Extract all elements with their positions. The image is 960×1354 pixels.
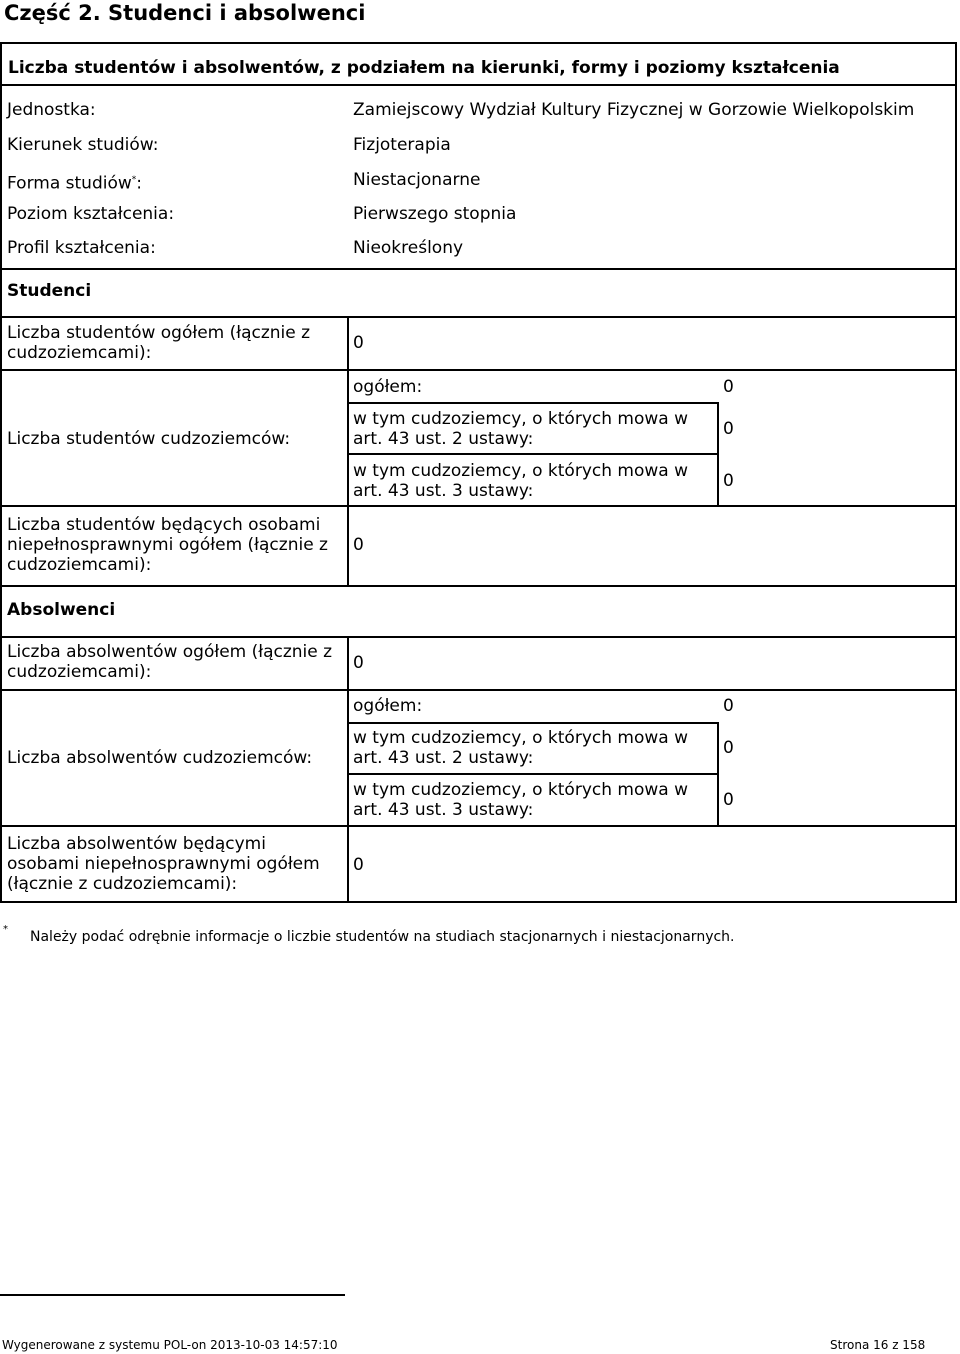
footnote-mark: * [3, 924, 8, 935]
divider [2, 585, 955, 587]
students-art2-label: w tym cudzoziemcy, o których mowa w art. 43 ust. 2 ustawy: [353, 409, 688, 449]
graduates-art3-label: w tym cudzoziemcy, o których mowa w art. 43 ust. 3 ustawy: [353, 780, 688, 820]
divider [717, 722, 719, 825]
graduates-disabled-label: Liczba absolwentów będącymi osobami niepełnosprawnymi ogółem (łącznie z cudzoziemcami): [7, 834, 320, 894]
footer-generated: Wygenerowane z systemu POL-on 2013-10-03 14:57:10 [2, 1338, 338, 1352]
graduates-foreign-total-value: 0 [723, 696, 734, 716]
divider [2, 316, 955, 318]
graduates-heading: Absolwenci [7, 600, 116, 620]
divider [2, 505, 955, 507]
divider [347, 636, 349, 901]
graduates-total-value: 0 [353, 653, 364, 673]
students-foreign-total-label: ogółem: [353, 377, 423, 397]
divider [2, 84, 955, 86]
info-value-level: Pierwszego stopnia [353, 204, 517, 224]
divider [347, 453, 717, 455]
footnote-marker: * [131, 175, 137, 185]
students-disabled-label: Liczba studentów będących osobami niepełnosprawnymi ogółem (łącznie z cudzoziemcami): [7, 515, 328, 575]
students-foreign-label: Liczba studentów cudzoziemców: [7, 429, 291, 449]
info-value-unit: Zamiejscowy Wydział Kultury Fizycznej w Gorzowie Wielkopolskim [353, 100, 915, 120]
students-foreign-total-value: 0 [723, 377, 734, 397]
divider [347, 402, 717, 404]
info-label-form-text: Forma studiów [7, 173, 132, 194]
graduates-foreign-label: Liczba absolwentów cudzoziemców: [7, 748, 313, 768]
students-total-value: 0 [353, 333, 364, 353]
divider [347, 773, 717, 775]
divider [2, 636, 955, 638]
divider [347, 316, 349, 585]
info-label-level: Poziom kształcenia: [7, 204, 175, 224]
students-art2-value: 0 [723, 419, 734, 439]
info-value-profile: Nieokreślony [353, 238, 464, 258]
divider [2, 268, 955, 270]
info-label-unit: Jednostka: [7, 100, 96, 120]
divider [2, 825, 955, 827]
students-art3-value: 0 [723, 471, 734, 491]
part-title: Część 2. Studenci i absolwenci [4, 1, 366, 25]
graduates-art3-value: 0 [723, 790, 734, 810]
section-title: Liczba studentów i absolwentów, z podziałem na kierunki, formy i poziomy kształcenia [8, 58, 840, 78]
graduates-foreign-total-label: ogółem: [353, 696, 423, 716]
divider [717, 402, 719, 505]
divider [2, 369, 955, 371]
students-total-label: Liczba studentów ogółem (łącznie z cudzoziemcami): [7, 323, 311, 363]
divider [347, 722, 717, 724]
graduates-art2-label: w tym cudzoziemcy, o których mowa w art. 43 ust. 2 ustawy: [353, 728, 688, 768]
divider [2, 689, 955, 691]
info-value-field: Fizjoterapia [353, 135, 451, 155]
info-label-field: Kierunek studiów: [7, 135, 159, 155]
footer-page-number: Strona 16 z 158 [830, 1338, 926, 1352]
graduates-art2-value: 0 [723, 738, 734, 758]
footnote-text: Należy podać odrębnie informacje o liczbie studentów na studiach stacjonarnych i niestacjonarnych. [30, 929, 735, 945]
info-label-form [7, 170, 142, 194]
footer-rule [0, 1294, 345, 1296]
students-heading: Studenci [7, 281, 92, 301]
info-label-form-suffix: : [136, 173, 142, 194]
students-disabled-value: 0 [353, 535, 364, 555]
info-label-profile: Profil kształcenia: [7, 238, 156, 258]
graduates-disabled-value: 0 [353, 855, 364, 875]
students-art3-label: w tym cudzoziemcy, o których mowa w art. 43 ust. 3 ustawy: [353, 461, 688, 501]
graduates-total-label: Liczba absolwentów ogółem (łącznie z cudzoziemcami): [7, 642, 333, 682]
info-value-form: Niestacjonarne [353, 170, 481, 190]
